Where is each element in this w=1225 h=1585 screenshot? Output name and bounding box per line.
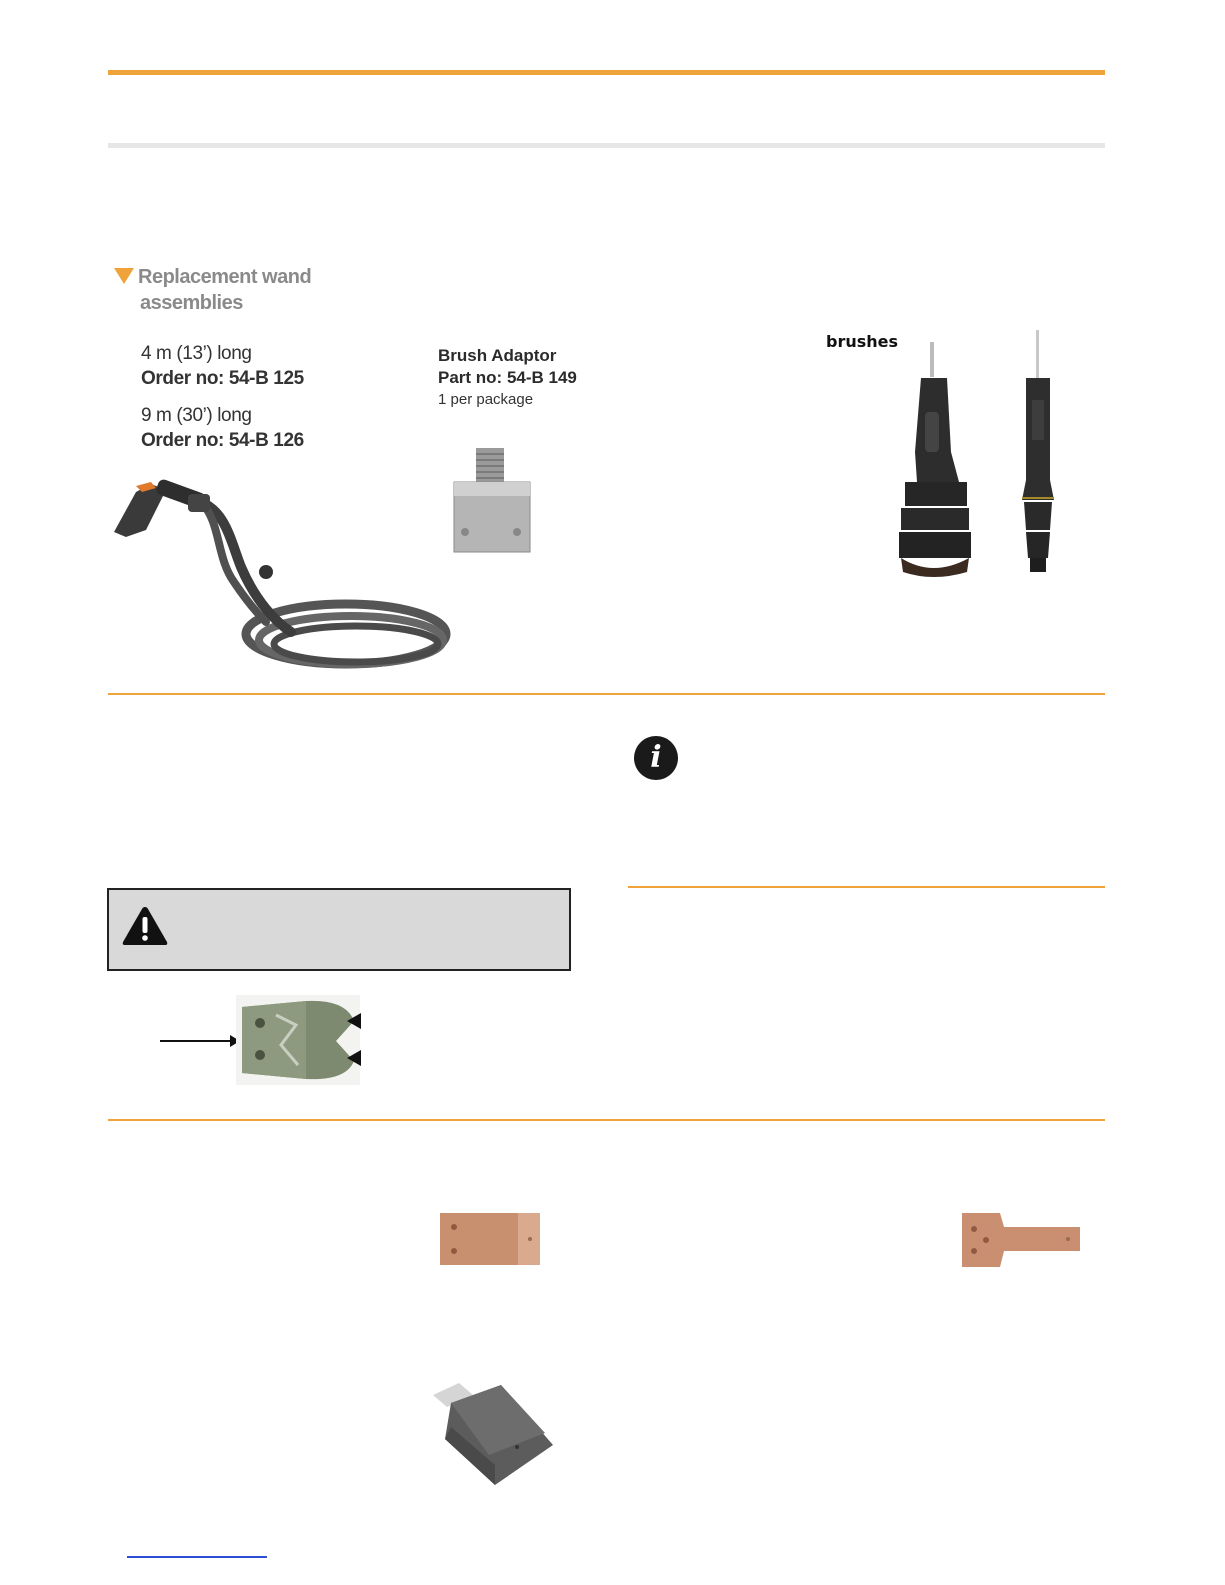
info-icon: i <box>634 736 678 780</box>
brush-adaptor-part: Part no: 54-B 149 <box>438 368 577 387</box>
footer-link-underline[interactable] <box>127 1556 267 1558</box>
wand-assemblies-heading <box>114 264 311 316</box>
brush-slim-image <box>1016 330 1060 576</box>
brush-adaptor-qty: 1 per package <box>438 391 534 408</box>
tip-arrow-left <box>160 1033 240 1049</box>
angled-tip-image <box>425 1375 555 1487</box>
top-accent-rule <box>108 70 1105 75</box>
tip-arrow-right-lower <box>347 1050 361 1066</box>
copper-tip-straight-image <box>440 1213 540 1265</box>
brush-adaptor-info <box>438 345 577 411</box>
wand-option-4m <box>141 341 304 391</box>
section-divider-2 <box>108 1119 1105 1121</box>
section-divider-1 <box>108 693 1105 695</box>
triangle-bullet-icon <box>114 268 134 284</box>
wand-option-4m-length: 4 m (13’) long <box>141 343 252 364</box>
warning-triangle-icon <box>120 904 170 948</box>
wand-option-9m-length: 9 m (30’) long <box>141 405 252 426</box>
info-divider <box>628 886 1105 888</box>
wand-assembly-image <box>106 472 456 677</box>
header-divider <box>108 143 1105 148</box>
brush-large-image <box>893 342 975 578</box>
brush-adaptor-title: Brush Adaptor <box>438 346 557 365</box>
wand-option-9m <box>141 403 304 453</box>
wand-option-4m-order: Order no: 54-B 125 <box>141 368 304 389</box>
wand-heading-line2: assemblies <box>140 292 243 314</box>
wand-option-9m-order: Order no: 54-B 126 <box>141 430 304 451</box>
wand-heading-line1: Replacement wand <box>138 266 312 288</box>
brushes-label: brushes <box>826 332 899 351</box>
copper-tip-tapered-image <box>960 1213 1082 1267</box>
tip-arrow-right-upper <box>347 1013 361 1029</box>
brush-tip-image <box>236 995 360 1085</box>
brush-adaptor-image <box>450 448 532 554</box>
warning-box <box>107 888 571 971</box>
